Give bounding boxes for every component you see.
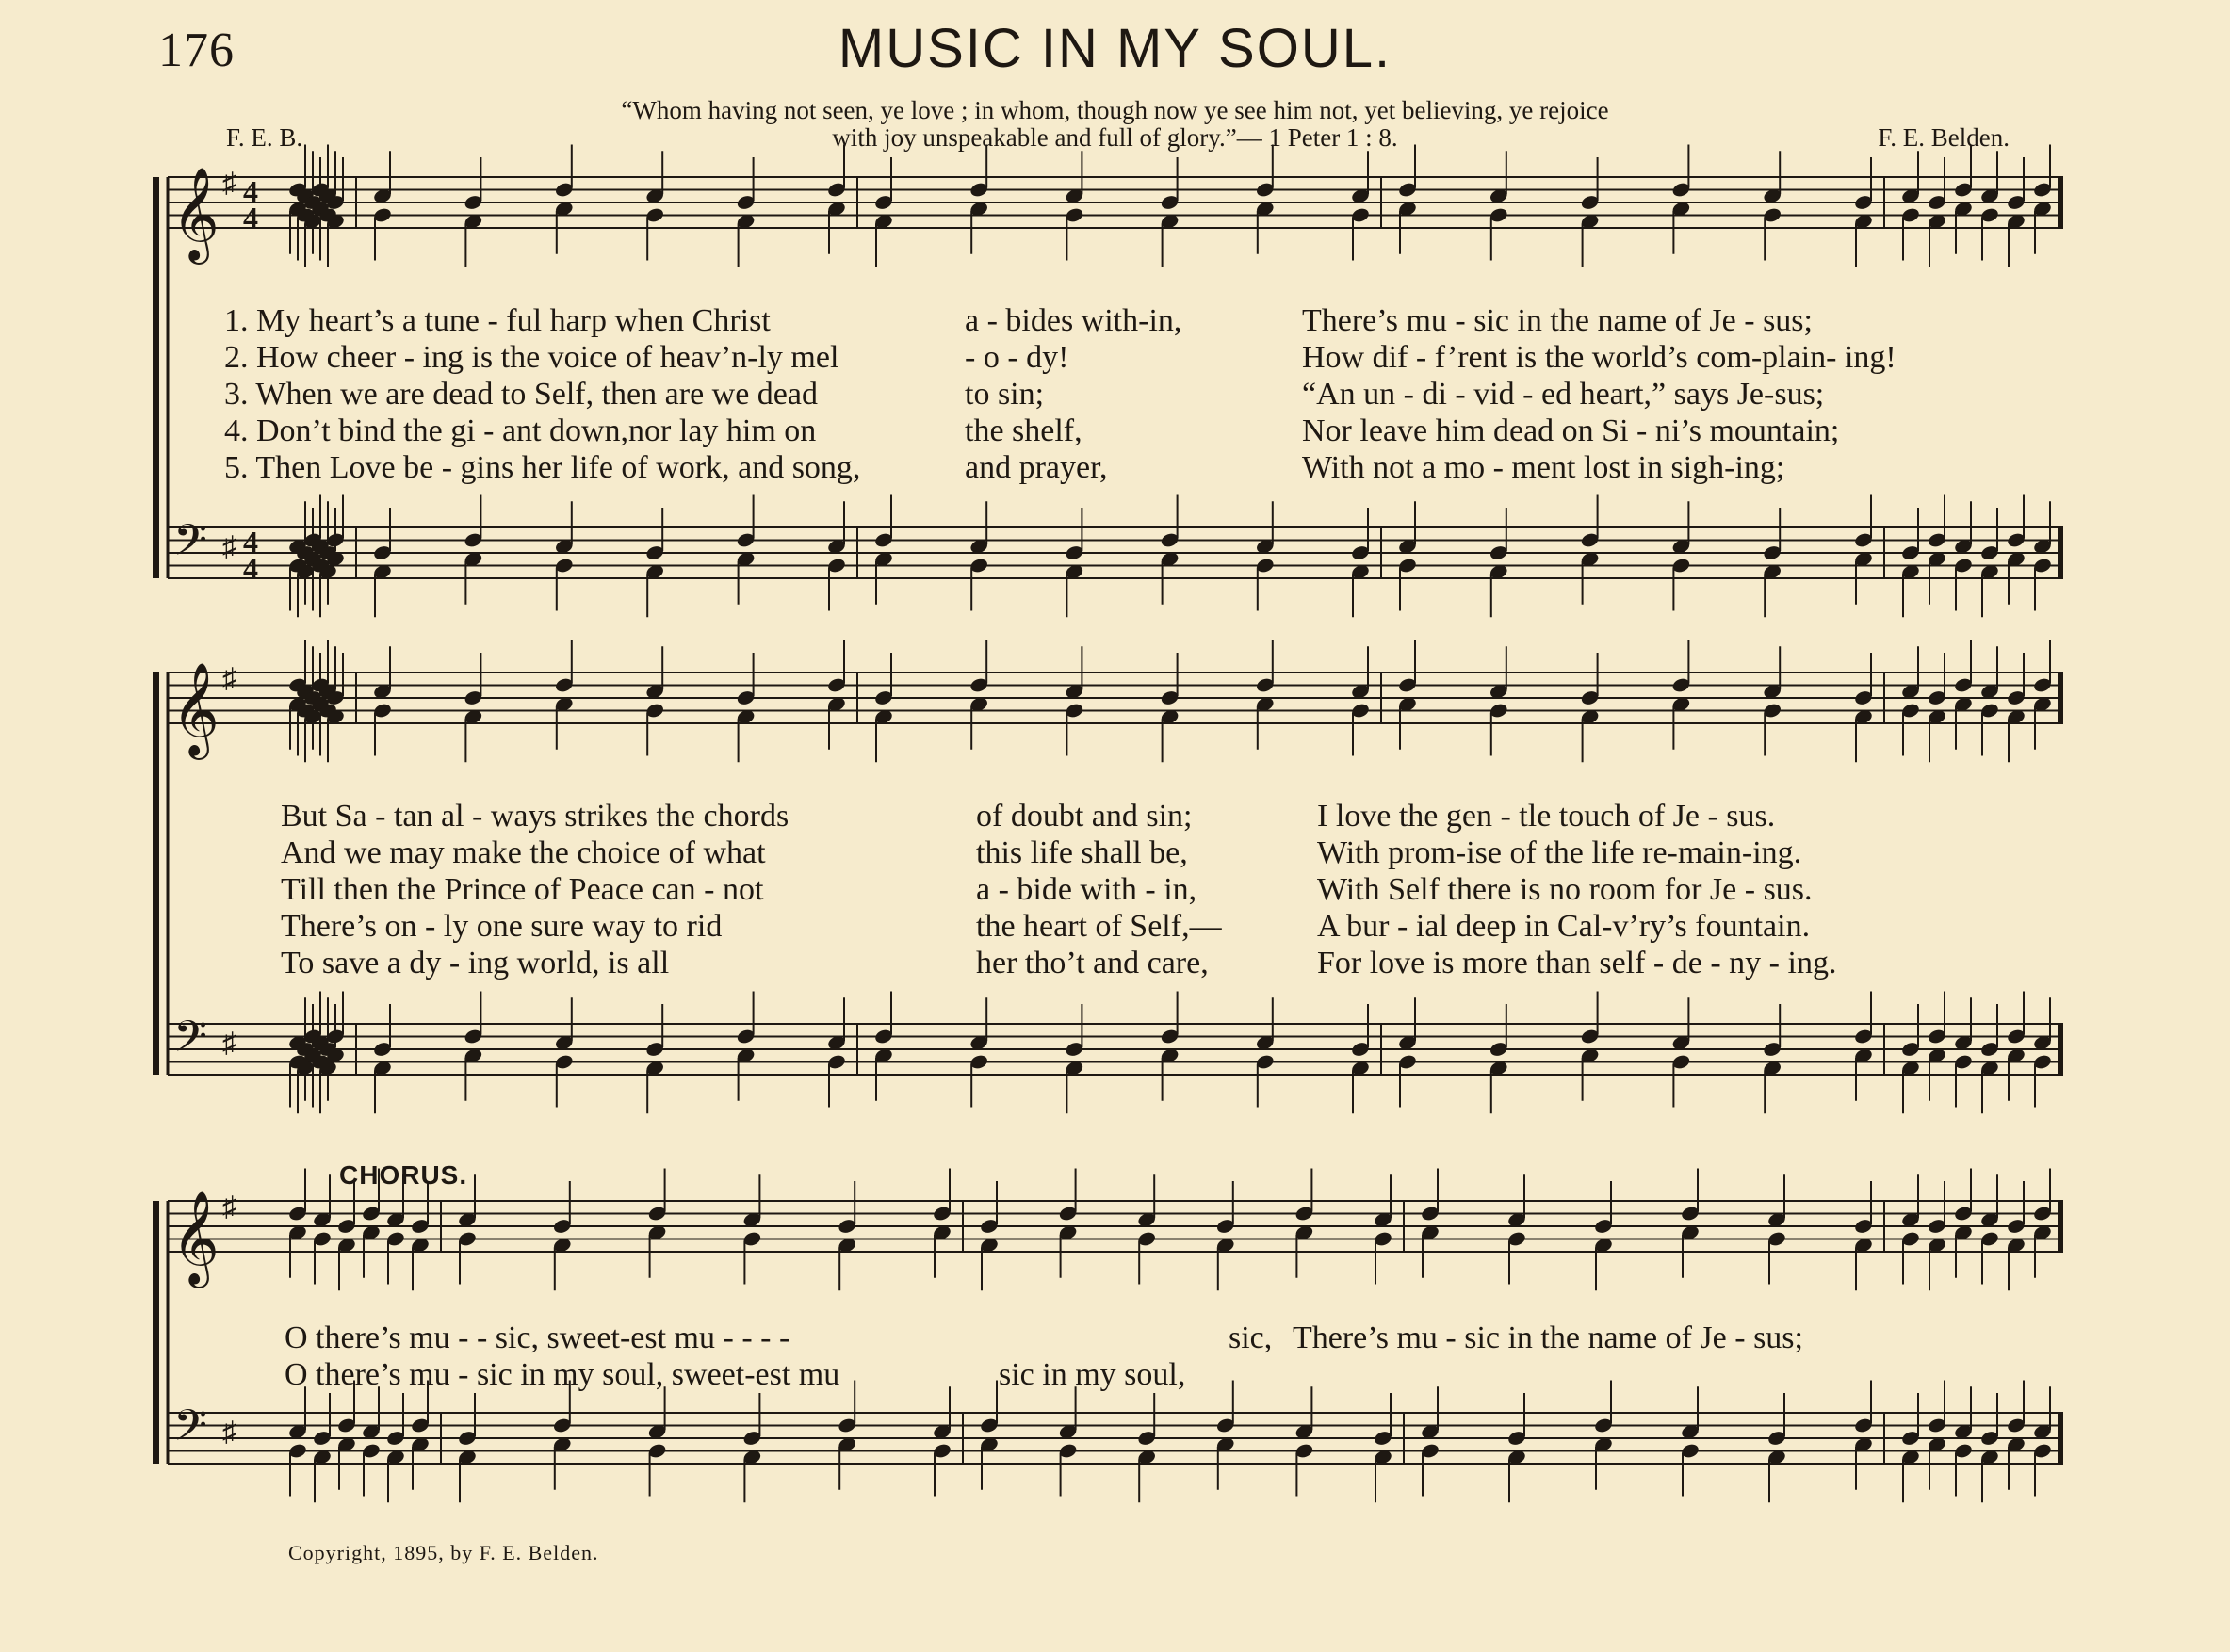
system-2-end-barline <box>2058 1024 2063 1075</box>
system-2-treble-key-sharp: ♯ <box>222 663 236 694</box>
lyric-segment: A bur - ial deep in Cal-v’ry’s fountain. <box>1317 909 1811 944</box>
lyric-segment: a - bide with - in, <box>976 872 1197 907</box>
lyric-segment: But Sa - tan al - ways strikes the chords <box>281 799 789 834</box>
verse-line-3b <box>0 872 2230 910</box>
page-number: 176 <box>158 24 235 77</box>
composer-credit: F. E. Belden. <box>1878 123 2010 152</box>
lyric-segment: There’s mu - sic in the name of Je - sus; <box>1293 1320 1803 1355</box>
copyright-notice: Copyright, 1895, by F. E. Belden. <box>288 1541 599 1564</box>
verse-line-5a <box>0 450 2230 488</box>
hymn-title: MUSIC IN MY SOUL. <box>838 18 1392 79</box>
lyric-segment: - o - dy! <box>965 340 1069 375</box>
system-3-end-barline <box>2058 1201 2063 1252</box>
lyric-segment: For love is more than self - de - ny - ing. <box>1317 946 1837 980</box>
system-1-treble-key-sharp: ♯ <box>222 168 236 199</box>
system-1-bass-clef: 𝄢 <box>173 515 208 576</box>
verse-line-4a <box>0 413 2230 451</box>
lyric-segment: With not a mo - ment lost in sigh-ing; <box>1302 450 1785 485</box>
system-3-end-barline <box>2058 1413 2063 1464</box>
verse-line-5b <box>0 946 2230 983</box>
system-3-bass-key-sharp: ♯ <box>222 1417 236 1448</box>
lyric-segment: O there’s mu - sic in my soul, sweet-est mu <box>285 1357 840 1392</box>
lyric-segment: There’s on - ly one sure way to rid <box>281 909 723 944</box>
system-1-bass-time-sig-top: 4 <box>243 525 258 559</box>
lyric-segment: And we may make the choice of what <box>281 835 766 870</box>
system-2-treble-clef: 𝄞 <box>171 662 220 756</box>
system-1-time-sig-top: 4 <box>243 174 258 208</box>
verse-line-2a <box>0 340 2230 378</box>
lyric-segment: 1. My heart’s a tune - ful harp when Christ <box>224 303 771 338</box>
lyric-segment: her tho’t and care, <box>976 946 1209 980</box>
lyric-segment: 2. How cheer - ing is the voice of heav’n-ly mel <box>224 340 839 375</box>
lyric-segment: to sin; <box>965 377 1045 412</box>
epigraph-line-2: with joy unspeakable and full of glory.”— 1 Peter 1 : 8. <box>832 123 1398 152</box>
lyric-segment: a - bides with-in, <box>965 303 1182 338</box>
verse-line-1a <box>0 303 2230 341</box>
system-3-treble-key-sharp: ♯ <box>222 1191 236 1223</box>
lyric-segment: Till then the Prince of Peace can - not <box>281 872 764 907</box>
lyric-segment: 3. When we are dead to Self, then are we dead <box>224 377 818 412</box>
system-1-end-barline <box>2058 527 2063 578</box>
lyric-segment: Nor leave him dead on Si - ni’s mountain; <box>1302 413 1840 448</box>
verse-line-2b <box>0 835 2230 873</box>
system-1-bass-key-sharp: ♯ <box>222 531 236 562</box>
verse-line-3a <box>0 377 2230 414</box>
system-1-treble-clef: 𝄞 <box>171 167 220 261</box>
system-2-bass-key-sharp: ♯ <box>222 1028 236 1059</box>
lyric-segment: With prom-ise of the life re-main-ing. <box>1317 835 1802 870</box>
lyric-segment: “An un - di - vid - ed heart,” says Je-sus; <box>1302 377 1825 412</box>
lyric-segment: of doubt and sin; <box>976 799 1193 834</box>
lyric-segment: sic, <box>1229 1320 1273 1355</box>
system-1-end-barline <box>2058 177 2063 228</box>
lyric-segment: the shelf, <box>965 413 1082 448</box>
system-2-bass-clef: 𝄢 <box>173 1012 208 1073</box>
verse-line-4b <box>0 909 2230 947</box>
lyricist-credit: F. E. B. <box>226 123 303 152</box>
lyric-segment: the heart of Self,— <box>976 909 1222 944</box>
system-3-bass-clef: 𝄢 <box>173 1401 208 1462</box>
verse-line-1b <box>0 799 2230 836</box>
chorus-line-2 <box>0 1357 2230 1395</box>
lyric-segment: sic in my soul, <box>999 1357 1186 1392</box>
lyric-segment: How dif - f’rent is the world’s com-plain- ing! <box>1302 340 1896 375</box>
lyric-segment: With Self there is no room for Je - sus. <box>1317 872 1813 907</box>
lyric-segment: 5. Then Love be - gins her life of work, and song, <box>224 450 861 485</box>
epigraph-line-1: “Whom having not seen, ye love ; in whom, though now ye see him not, yet believing, ye rejoice <box>621 96 1609 124</box>
lyric-segment: and prayer, <box>965 450 1108 485</box>
system-1-time-sig-bottom: 4 <box>243 201 258 235</box>
chorus-label: CHORUS. <box>339 1160 468 1190</box>
lyric-segment: I love the gen - tle touch of Je - sus. <box>1317 799 1776 834</box>
lyric-segment: this life shall be, <box>976 835 1188 870</box>
system-3-treble-clef: 𝄞 <box>171 1190 220 1285</box>
lyric-segment: There’s mu - sic in the name of Je - sus; <box>1302 303 1813 338</box>
system-1-bass-time-sig-bottom: 4 <box>243 551 258 585</box>
lyric-segment: 4. Don’t bind the gi - ant down,nor lay him on <box>224 413 817 448</box>
chorus-line-1 <box>0 1320 2230 1358</box>
lyric-segment: To save a dy - ing world, is all <box>281 946 670 980</box>
system-2-end-barline <box>2058 672 2063 723</box>
lyric-segment: O there’s mu - - sic, sweet-est mu - - - - <box>285 1320 790 1355</box>
